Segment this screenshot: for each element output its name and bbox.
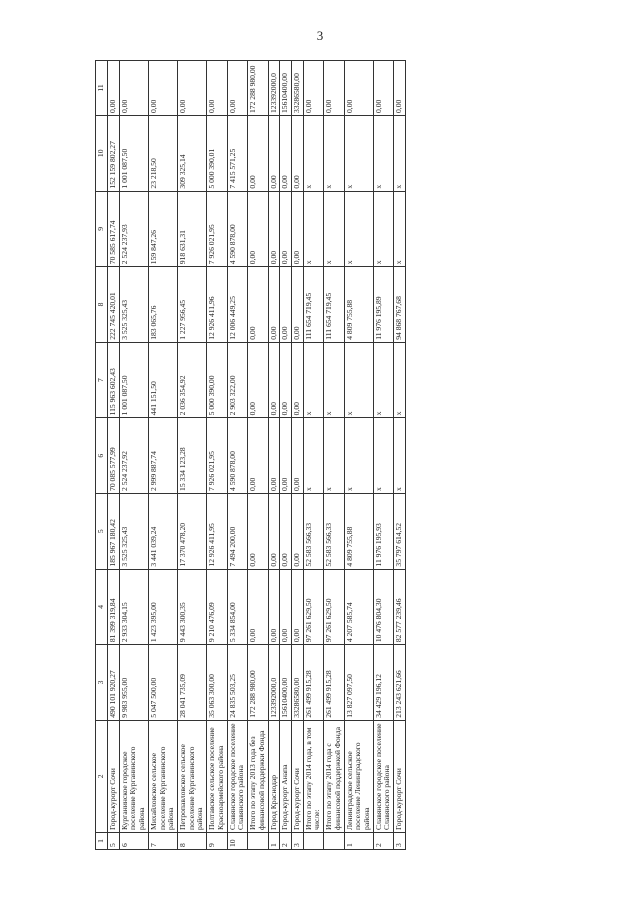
value-cell: 35 063 300,00 [207,645,227,721]
value-cell: x [373,418,393,494]
value-cell: 0,00 [291,267,303,343]
value-cell: 0,00 [248,267,268,343]
table-row [291,61,303,850]
value-cell: 7 926 021,95 [207,191,227,267]
value-cell: 0,00 [291,418,303,494]
value-cell: 0,00 [178,61,207,116]
value-cell: 13 827 097,50 [344,645,373,721]
value-cell: 152 159 802,27 [108,116,120,192]
value-cell: 12 926 411,95 [207,493,227,569]
value-cell: 70 585 617,74 [108,191,120,267]
value-cell: 0,00 [291,191,303,267]
value-cell: 4 809 755,88 [344,267,373,343]
value-cell: 2 524 237,93 [119,191,148,267]
value-cell: x [303,116,323,192]
financing-table [95,60,406,850]
table-row [303,61,323,850]
value-cell: 0,00 [268,116,280,192]
value-cell: 0,00 [268,342,280,418]
value-cell: 4 590 878,00 [227,418,247,494]
value-cell: 12 006 449,25 [227,267,247,343]
value-cell: 0,00 [248,418,268,494]
value-cell: 183 065,76 [148,267,177,343]
row-label-cell: Славянское городское поселение Славянского района [373,720,393,832]
column-header: 6 [96,418,108,494]
value-cell: 115 963 602,43 [108,342,120,418]
value-cell: 70 085 577,99 [108,418,120,494]
value-cell: x [373,191,393,267]
row-number-cell: 7 [148,832,177,849]
value-cell: x [344,191,373,267]
table-row [248,61,268,850]
value-cell: 0,00 [268,569,280,645]
row-label-cell: Ленинградское сельское поселение Ленинградского района [344,720,373,832]
value-cell: 81 399 319,84 [108,569,120,645]
value-cell: 11 976 195,89 [373,267,393,343]
value-cell: 0,00 [268,191,280,267]
column-header: 8 [96,267,108,343]
value-cell: 261 499 915,28 [303,645,323,721]
value-cell: 309 325,14 [178,116,207,192]
column-header: 9 [96,191,108,267]
value-cell: 1 423 395,00 [148,569,177,645]
value-cell: 1 001 087,50 [119,342,148,418]
value-cell: 3 441 039,24 [148,493,177,569]
row-number-cell: 6 [119,832,148,849]
row-number-cell: 1 [344,832,373,849]
row-label-cell: Итого по этапу 2013 года без финансовой поддержки Фонда [248,720,268,832]
row-label-cell: Город-курорт Анапа [280,720,292,832]
value-cell: 0,00 [248,116,268,192]
value-cell: 1 227 956,45 [178,267,207,343]
value-cell: 0,00 [303,61,323,116]
column-header: 7 [96,342,108,418]
value-cell: 11 976 195,93 [373,493,393,569]
value-cell: x [324,418,344,494]
table-row [373,61,393,850]
value-cell: 0,00 [280,267,292,343]
value-cell: x [303,418,323,494]
row-label-cell: Город Краснодар [268,720,280,832]
value-cell: x [344,418,373,494]
value-cell: 24 835 503,25 [227,645,247,721]
value-cell: 441 151,50 [148,342,177,418]
value-cell: 12 926 411,96 [207,267,227,343]
row-number-cell: 9 [207,832,227,849]
rotated-table-container [95,60,545,850]
value-cell: x [303,342,323,418]
row-label-cell: Петропавловское сельское поселение Курганинского района [178,720,207,832]
value-cell: 2 524 237,92 [119,418,148,494]
page-number: 3 [316,28,324,43]
value-cell: 0,00 [344,61,373,116]
row-number-cell: 2 [373,832,393,849]
row-number-cell [303,832,323,849]
value-cell: 0,00 [291,493,303,569]
value-cell: 28 041 735,09 [178,645,207,721]
value-cell: 4 207 585,74 [344,569,373,645]
table-row [394,61,406,850]
value-cell: 4 590 878,00 [227,191,247,267]
value-cell: 52 583 566,33 [303,493,323,569]
value-cell: 0,00 [227,61,247,116]
value-cell: 5 334 854,00 [227,569,247,645]
value-cell: 4 809 755,88 [344,493,373,569]
value-cell: 0,00 [280,569,292,645]
value-cell: 0,00 [108,61,120,116]
value-cell: 0,00 [248,569,268,645]
row-number-cell: 3 [291,832,303,849]
value-cell: 97 261 629,50 [324,569,344,645]
value-cell: 0,00 [268,267,280,343]
value-cell: 35 797 614,52 [394,493,406,569]
row-label-cell: Город-курорт Сочи [108,720,120,832]
value-cell: 0,00 [248,342,268,418]
value-cell: 52 583 566,33 [324,493,344,569]
column-header: 4 [96,569,108,645]
value-cell: 0,00 [280,342,292,418]
value-cell: 0,00 [248,191,268,267]
value-cell: 7 415 571,25 [227,116,247,192]
table-row [178,61,207,850]
row-label-cell: Город-курорт Сочи [291,720,303,832]
value-cell: 172 288 980,00 [248,61,268,116]
value-cell: 9 443 300,35 [178,569,207,645]
value-cell: 0,00 [268,418,280,494]
row-label-cell: Итого по этапу 2014 года, в том числе: [303,720,323,832]
value-cell: 9 210 476,09 [207,569,227,645]
column-header: 2 [96,720,108,832]
value-cell: x [394,418,406,494]
value-cell: 490 101 920,27 [108,645,120,721]
value-cell: x [344,116,373,192]
value-cell: 15610400,00 [280,645,292,721]
row-label-cell: Славянское городское поселение Славянского района [227,720,247,832]
value-cell: 5 000 390,01 [207,116,227,192]
value-cell: 0,00 [207,61,227,116]
row-number-cell: 8 [178,832,207,849]
row-label-cell: Михайловское сельское поселение Курганинского района [148,720,177,832]
value-cell: x [324,116,344,192]
table-row [108,61,120,850]
value-cell: 0,00 [291,116,303,192]
value-cell: 1 001 087,50 [119,116,148,192]
value-cell: 159 847,26 [148,191,177,267]
value-cell: 0,00 [280,493,292,569]
row-number-cell: 5 [108,832,120,849]
value-cell: 2 903 322,00 [227,342,247,418]
row-number-cell: 10 [227,832,247,849]
table-row [148,61,177,850]
row-number-cell: 1 [268,832,280,849]
row-number-cell: 2 [280,832,292,849]
value-cell: 222 745 420,01 [108,267,120,343]
row-label-cell: Итого по этапу 2014 года с финансовой поддержкой Фонда [324,720,344,832]
value-cell: 5 000 390,00 [207,342,227,418]
value-cell: x [394,116,406,192]
value-cell: 0,00 [119,61,148,116]
value-cell: 0,00 [394,61,406,116]
value-cell: 0,00 [268,493,280,569]
row-label-cell: Полтавское сельское поселение Красноармейского района [207,720,227,832]
value-cell: 15610400,00 [280,61,292,116]
value-cell: 0,00 [248,493,268,569]
value-cell: 2 999 887,74 [148,418,177,494]
table-row [207,61,227,850]
value-cell: 82 577 239,46 [394,569,406,645]
value-cell: x [394,191,406,267]
value-cell: 185 967 180,42 [108,493,120,569]
row-number-cell [324,832,344,849]
value-cell: 213 243 621,66 [394,645,406,721]
value-cell: 7 494 200,00 [227,493,247,569]
value-cell: 15 334 123,28 [178,418,207,494]
value-cell: 7 926 021,95 [207,418,227,494]
value-cell: 9 983 955,00 [119,645,148,721]
row-label-cell: Город-курорт Сочи [394,720,406,832]
header-row [96,61,108,850]
value-cell: x [324,191,344,267]
column-header: 3 [96,645,108,721]
row-number-cell: 3 [394,832,406,849]
value-cell: 123392000,0 [268,645,280,721]
value-cell: 172 288 980,00 [248,645,268,721]
value-cell: 0,00 [291,569,303,645]
column-header: 11 [96,61,108,116]
value-cell: 17 370 478,20 [178,493,207,569]
table-row [280,61,292,850]
table-row [227,61,247,850]
value-cell: 111 654 719,45 [324,267,344,343]
value-cell: 0,00 [324,61,344,116]
value-cell: 0,00 [280,116,292,192]
value-cell: 261 499 915,28 [324,645,344,721]
value-cell: 111 654 719,45 [303,267,323,343]
value-cell: x [394,342,406,418]
row-number-cell [248,832,268,849]
value-cell: 10 476 804,30 [373,569,393,645]
value-cell: 2 933 304,15 [119,569,148,645]
table-body [108,61,406,850]
table-row [344,61,373,850]
column-header: 10 [96,116,108,192]
value-cell: 33286580,00 [291,645,303,721]
row-label-cell: Курганинское городское поселение Курганинского района [119,720,148,832]
value-cell: 0,00 [291,342,303,418]
value-cell: 0,00 [373,61,393,116]
value-cell: 3 525 325,43 [119,267,148,343]
value-cell: 0,00 [148,61,177,116]
value-cell: 0,00 [280,191,292,267]
value-cell: x [303,191,323,267]
value-cell: 33286580,00 [291,61,303,116]
value-cell: 0,00 [280,418,292,494]
column-header: 5 [96,493,108,569]
value-cell: 23 218,50 [148,116,177,192]
rotated-table-wrapper [95,60,545,850]
column-header: 1 [96,832,108,849]
value-cell: 34 429 196,12 [373,645,393,721]
table-row [324,61,344,850]
value-cell: x [373,342,393,418]
value-cell: 97 261 629,50 [303,569,323,645]
value-cell: 2 036 354,92 [178,342,207,418]
table-row [268,61,280,850]
value-cell: x [324,342,344,418]
value-cell: x [373,116,393,192]
table-row [119,61,148,850]
value-cell: 94 868 767,68 [394,267,406,343]
value-cell: x [344,342,373,418]
value-cell: 3 525 325,43 [119,493,148,569]
value-cell: 5 047 500,00 [148,645,177,721]
value-cell: 918 631,31 [178,191,207,267]
value-cell: 123392000,0 [268,61,280,116]
